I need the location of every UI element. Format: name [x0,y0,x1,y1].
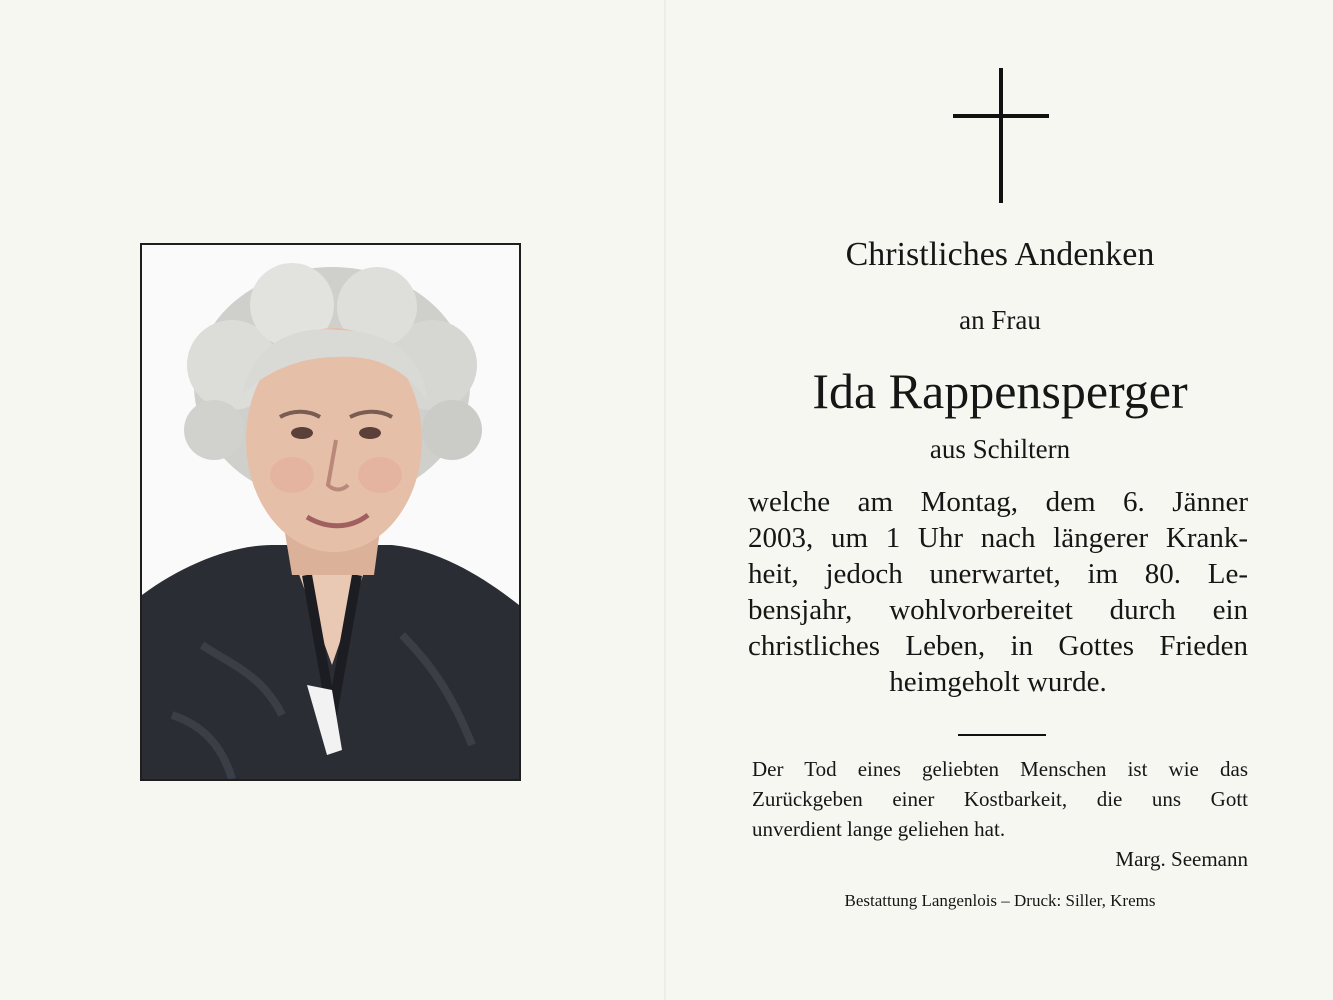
latin-cross-icon [953,68,1049,203]
quote-author: Marg. Seemann [1115,847,1248,871]
announcement-line: christliches Leben, in Gottes Frieden [748,630,1248,662]
memorial-quote [752,754,1248,874]
card-heading: Christliches Andenken [845,236,1155,273]
announcement-line: heimgeholt wurde. [889,666,1107,698]
divider-rule [958,734,1046,736]
hometown: aus Schiltern [929,434,1071,464]
announcement-text [748,484,1248,700]
quote-line: Zurückgeben einer Kostbarkeit, die uns Gott [752,787,1248,811]
salutation: an Frau [959,305,1041,335]
announcement-line: welche am Montag, dem 6. Jänner [748,486,1248,518]
quote-line: unverdient lange geliehen hat. [752,817,1006,841]
deceased-name: Ida Rappensperger [812,363,1188,419]
announcement-line: heit, jedoch unerwartet, im 80. Le- [748,558,1248,590]
portrait-photo [140,243,521,781]
fold-line [664,0,666,1000]
announcement-line: 2003, um 1 Uhr nach längerer Krank- [748,522,1248,554]
quote-line: Der Tod eines geliebten Menschen ist wie das [752,757,1248,781]
announcement-line: bensjahr, wohlvorbereitet durch ein [748,594,1248,626]
printer-credits: Bestattung Langenlois – Druck: Siller, Krems [844,891,1156,910]
portrait-illustration [142,245,519,779]
